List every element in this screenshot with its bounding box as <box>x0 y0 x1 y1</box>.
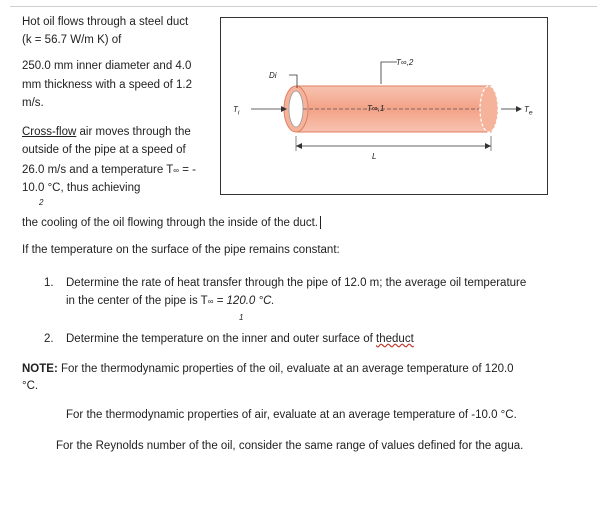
intro-line-2: (k = 56.7 W/m K) of <box>22 34 122 46</box>
intro-line-8-text: 26.0 m/s and a temperature T <box>22 164 174 176</box>
intro-line-4: mm thickness with a speed of 1.2 <box>22 79 193 91</box>
note-line-1 <box>22 362 514 376</box>
pipe-inlet-inner <box>289 91 303 127</box>
length-arrow-right <box>485 143 491 149</box>
tinf2-leader <box>381 62 397 84</box>
text-cursor <box>320 216 321 229</box>
spellcheck-word: theduct <box>376 333 414 345</box>
label-ti: $T_i$ <box>233 105 240 117</box>
list-item-1-line-1: Determine the rate of heat transfer through the pipe of 12.0 m; the average oil temperature <box>66 277 527 289</box>
note-label: NOTE: <box>22 363 58 375</box>
intro-line-1: Hot oil flows through a steel duct <box>22 16 189 28</box>
intro-line-9: 10.0 °C, thus achieving <box>22 182 141 194</box>
intro-line-8 <box>22 163 196 178</box>
label-di: Di <box>269 71 277 80</box>
outlet-arrowhead <box>516 106 522 112</box>
pipe-outlet-end <box>480 86 498 132</box>
intro-small-2: 2 <box>39 198 44 207</box>
list-item-2-number: 2. <box>44 333 54 345</box>
intro-line-6 <box>22 125 191 139</box>
intro-line-5: m/s. <box>22 97 44 109</box>
list-item-1-number: 1. <box>44 277 54 289</box>
list-item-1-line-2: in the center of the pipe is T∞ = 120.0 °C. <box>66 295 275 307</box>
label-tinf1: T∞,1 <box>367 104 385 113</box>
label-l: L <box>372 152 377 161</box>
body-line-10-text: the cooling of the oil flowing through the inside of the duct. <box>22 217 319 229</box>
list-item-1-small: 1 <box>239 313 244 322</box>
top-rule <box>10 6 597 7</box>
note-line-1-cont: °C. <box>22 380 39 392</box>
label-tinf2: T∞,2 <box>396 58 414 67</box>
body-line-11: If the temperature on the surface of the pipe remains constant: <box>22 244 340 256</box>
intro-line-6-rest: air moves through the <box>76 126 191 138</box>
note-line-2: For the thermodynamic properties of air, evaluate at an average temperature of -10.0 °C. <box>66 409 517 421</box>
list-item-2-line: Determine the temperature on the inner and outer surface of theduct <box>66 333 414 345</box>
length-arrow-left <box>296 143 302 149</box>
intro-line-8-end: = - <box>179 164 196 176</box>
crossflow-term: Cross-flow <box>22 126 77 138</box>
body-line-10 <box>22 216 321 230</box>
intro-line-3: 250.0 mm inner diameter and 4.0 <box>22 60 192 72</box>
t-inf-subscript: ∞ <box>173 166 179 175</box>
label-te: $T_e$ <box>524 105 533 117</box>
note-line-1-text: For the thermodynamic properties of the oil, evaluate at an average temperature of 120.0 <box>57 363 514 375</box>
pipe-figure <box>220 17 548 195</box>
note-line-3: For the Reynolds number of the oil, consider the same range of values defined for the agua. <box>56 440 524 452</box>
intro-line-7: outside of the pipe at a speed of <box>22 144 186 156</box>
